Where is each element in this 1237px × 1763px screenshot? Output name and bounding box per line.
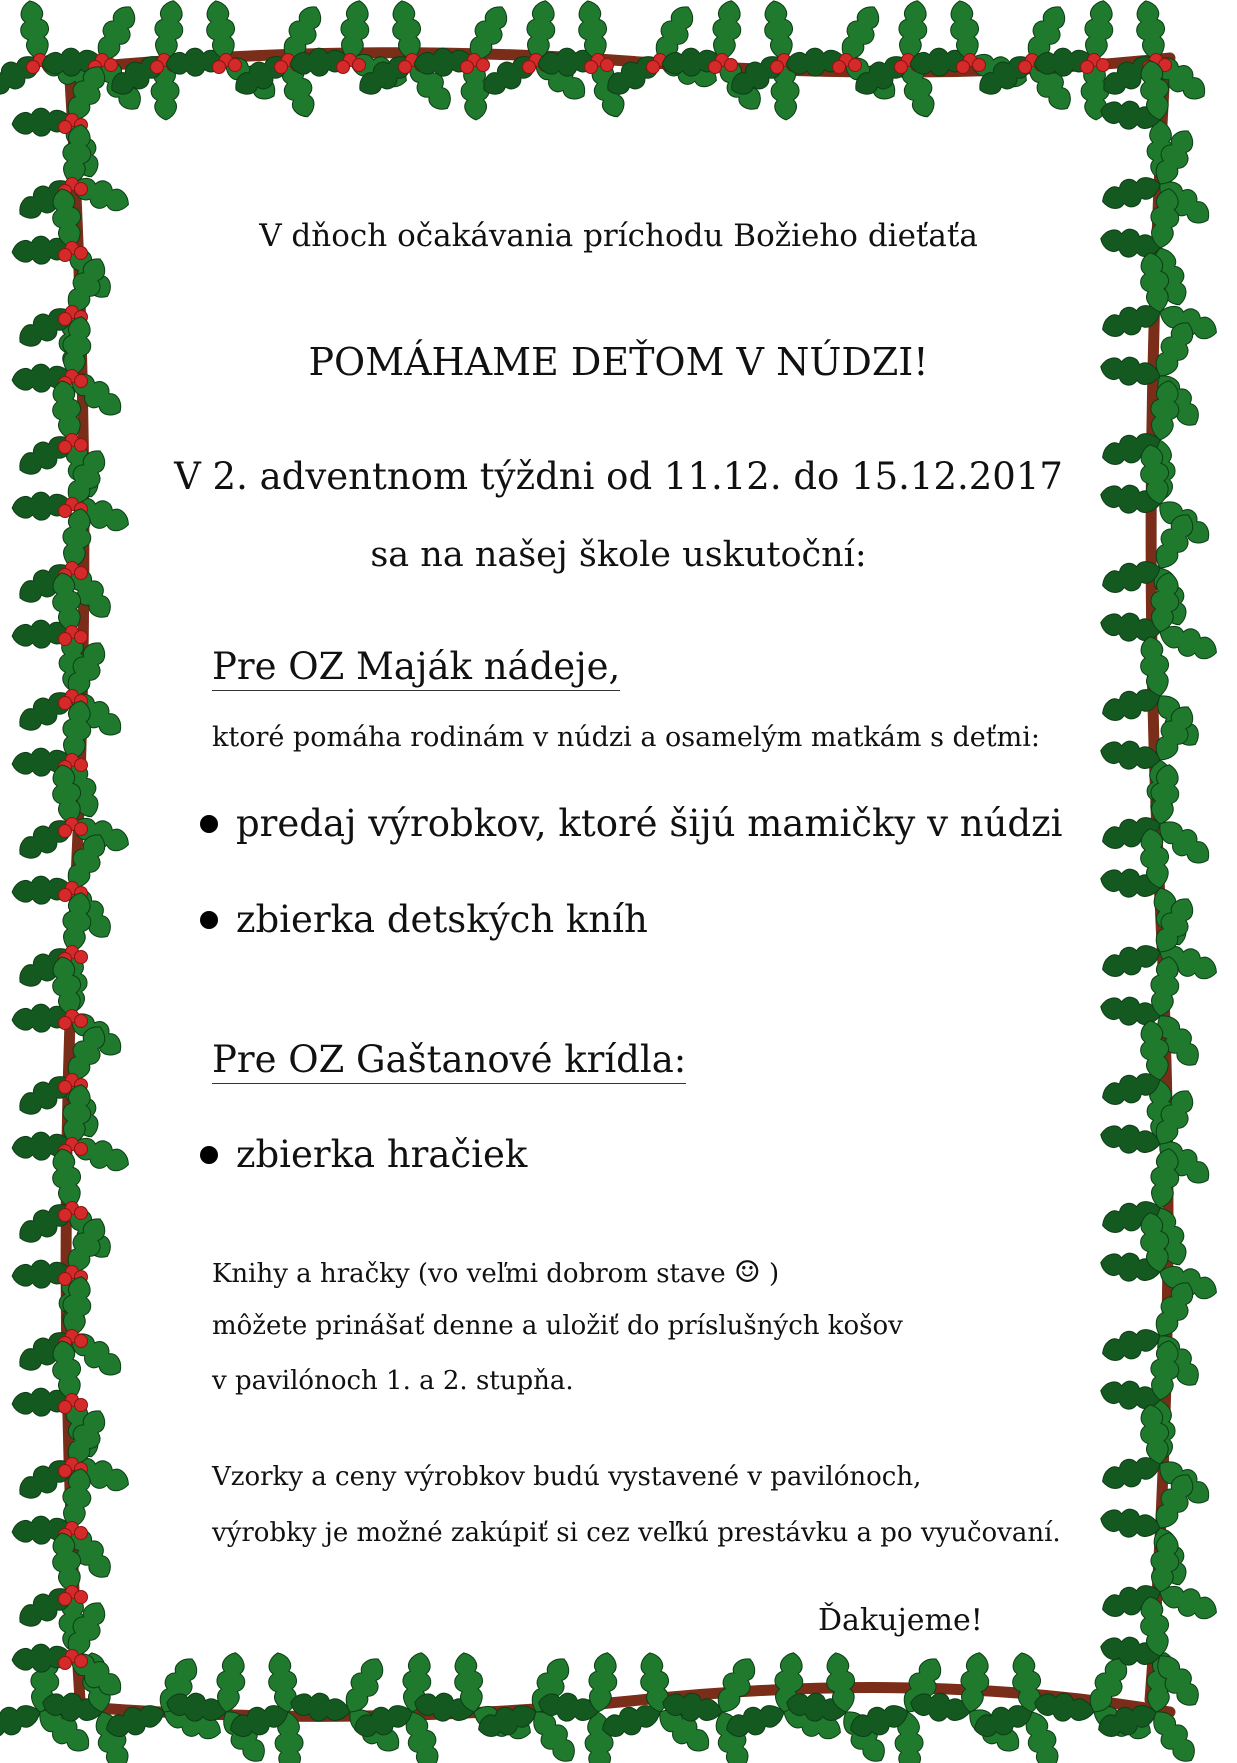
holly-berry-icon (59, 697, 72, 710)
holly-berry-icon (59, 633, 72, 646)
school-line: sa na našej škole uskutoční: (370, 535, 867, 575)
org1-description: ktoré pomáha rodinám v núdzi a osamelým matkám s deťmi: (212, 722, 1040, 753)
holly-berry-icon (353, 59, 366, 72)
holly-berry-icon (75, 183, 88, 196)
holly-berry-icon (59, 441, 72, 454)
holly-berry-icon (75, 439, 88, 452)
bullet-text: predaj výrobkov, ktoré šijú mamičky v núdzi (236, 802, 1063, 845)
holly-berry-icon (75, 759, 88, 772)
note-line: môžete prinášať denne a uložiť do príslušných košov (212, 1311, 903, 1341)
holly-leaf-icon (760, 0, 798, 62)
holly-berry-icon (75, 1655, 88, 1668)
note-line (212, 1255, 779, 1290)
note-line: výrobky je možné zakúpiť si cez veľkú prestávku a po vyučovaní. (212, 1518, 1061, 1548)
holly-berry-icon (59, 313, 72, 326)
holly-berry-icon (75, 1527, 88, 1540)
holly-berry-icon (59, 1593, 72, 1606)
holly-berry-icon (1097, 59, 1110, 72)
holly-berry-icon (75, 1207, 88, 1220)
closing-thanks: Ďakujeme! (818, 1603, 983, 1638)
holly-leaf-icon (1099, 939, 1165, 983)
holly-berry-icon (59, 1401, 72, 1414)
holly-berry-icon (59, 1081, 72, 1094)
holly-berry-icon (151, 61, 164, 74)
holly-berry-icon (275, 61, 288, 74)
bullet-text: zbierka detských kníh (236, 898, 648, 941)
holly-berry-icon (59, 825, 72, 838)
intro-line: V dňoch očakávania príchodu Božieho dieťaťa (259, 218, 978, 254)
holly-berry-icon (585, 61, 598, 74)
holly-berry-icon (213, 61, 226, 74)
holly-berry-icon (973, 59, 986, 72)
holly-berry-icon (59, 889, 72, 902)
holly-leaf-icon (1099, 1505, 1163, 1542)
holly-berry-icon (75, 631, 88, 644)
holly-berry-icon (461, 61, 474, 74)
holly-berry-icon (59, 1657, 72, 1670)
bullet-item (200, 1133, 527, 1176)
holly-berry-icon (229, 59, 242, 72)
bullet-icon (200, 815, 218, 833)
note-text: Knihy a hračky (vo veľmi dobrom stave (212, 1259, 726, 1289)
holly-berry-icon (27, 61, 40, 74)
headline: POMÁHAME DEŤOM V NÚDZI! (308, 340, 929, 384)
org2-title: Pre OZ Gaštanové krídla: (212, 1038, 686, 1084)
holly-berry-icon (1019, 61, 1032, 74)
holly-berry-icon (75, 1591, 88, 1604)
holly-leaf-icon (1099, 1323, 1165, 1367)
note-text: ) (769, 1259, 780, 1289)
holly-berry-icon (1081, 61, 1094, 74)
bullet-icon (200, 911, 218, 929)
holly-berry-icon (59, 505, 72, 518)
holly-berry-icon (957, 61, 970, 74)
bullet-item (200, 802, 1062, 845)
holly-berry-icon (59, 1209, 72, 1222)
holly-berry-icon (75, 1335, 88, 1348)
holly-berry-icon (709, 61, 722, 74)
holly-berry-icon (477, 59, 490, 72)
holly-berry-icon (849, 59, 862, 72)
bullet-icon (200, 1146, 218, 1164)
holly-berry-icon (59, 1465, 72, 1478)
holly-berry-icon (337, 61, 350, 74)
note-line: Vzorky a ceny výrobkov budú vystavené v pavilónoch, (212, 1462, 922, 1492)
holly-berry-icon (75, 1015, 88, 1028)
holly-berry-icon (59, 1017, 72, 1030)
holly-berry-icon (75, 1399, 88, 1412)
holly-berry-icon (75, 823, 88, 836)
holly-berry-icon (895, 61, 908, 74)
holly-berry-icon (59, 121, 72, 134)
holly-berry-icon (833, 61, 846, 74)
holly-berry-icon (105, 59, 118, 72)
holly-berry-icon (647, 61, 660, 74)
bullet-text: zbierka hračiek (236, 1133, 528, 1176)
note-line: v pavilónoch 1. a 2. stupňa. (212, 1366, 574, 1396)
holly-berry-icon (771, 61, 784, 74)
bullet-item (200, 898, 648, 941)
holly-berry-icon (75, 951, 88, 964)
holly-berry-icon (59, 1273, 72, 1286)
holly-berry-icon (601, 59, 614, 72)
holly-berry-icon (725, 59, 738, 72)
holly-leaf-icon (16, 0, 54, 62)
holly-berry-icon (523, 61, 536, 74)
org1-title: Pre OZ Maják nádeje, (212, 645, 620, 691)
holly-berry-icon (75, 1143, 88, 1156)
holly-berry-icon (399, 61, 412, 74)
holly-leaf-icon (1132, 0, 1170, 62)
week-dates: V 2. adventnom týždni od 11.12. do 15.12.2017 (174, 455, 1063, 498)
smiley-icon: ☺ (733, 1255, 761, 1290)
